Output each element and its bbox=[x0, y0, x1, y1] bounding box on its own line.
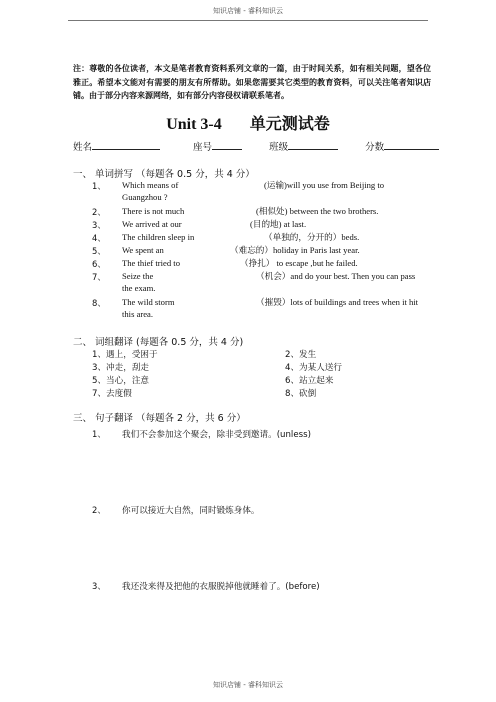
s1-item-text: (目的地) at last. bbox=[250, 219, 307, 229]
s1-item-text: （挣扎） to escape ,but he failed. bbox=[240, 258, 358, 268]
student-info-row bbox=[73, 139, 439, 153]
s1-item-text: the exam. bbox=[122, 283, 156, 293]
s1-item-number: 5、 bbox=[92, 246, 106, 256]
class-label: 班级 bbox=[269, 142, 289, 153]
s2-item: 4、为某人送行 bbox=[285, 363, 343, 373]
s2-item: 2、发生 bbox=[285, 350, 317, 360]
s3-item-text: 我们不会参加这个聚会，除非受到邀请。(unless) bbox=[122, 430, 311, 440]
s1-item-number: 2、 bbox=[92, 207, 106, 217]
score-field[interactable] bbox=[384, 140, 439, 150]
title-unit: Unit 3-4 bbox=[166, 116, 222, 133]
s1-item-text: Seize the bbox=[122, 271, 154, 281]
s1-item-text: The children sleep in bbox=[122, 232, 195, 242]
header-divider bbox=[68, 20, 428, 21]
class-field[interactable] bbox=[288, 140, 338, 150]
section2-heading: 二、 词组翻译 (每题各 0.5 分，共 4 分) bbox=[73, 337, 244, 348]
s2-item: 5、当心，注意 bbox=[92, 376, 150, 386]
section1-heading: 一、 单词拼写 （每题各 0.5 分，共 4 分） bbox=[73, 169, 255, 180]
seat-field[interactable] bbox=[212, 140, 242, 150]
s1-item-text: （机会）and do your best. Then you can pass bbox=[256, 271, 416, 281]
s1-item-text: (相似处) between the two brothers. bbox=[256, 206, 379, 216]
s3-item-number: 1、 bbox=[92, 429, 106, 439]
notice-paragraph: 注：尊敬的各位读者，本文是笔者教育资料系列文章的一篇，由于时间关系，如有相关问题，望各位雅正。希望本文能对有需要的朋友有所帮助。如果您需要其它类型的教育资料，可以关注笔者知识店铺。由于部分内容来源网络，如有部分内容侵权请联系笔者。 bbox=[73, 63, 431, 100]
s1-item-number: 1、 bbox=[92, 181, 106, 191]
s2-item: 7、去度假 bbox=[92, 389, 132, 399]
page-title bbox=[0, 111, 496, 134]
s1-item-text: （难忘的）holiday in Paris last year. bbox=[230, 245, 360, 255]
s2-item: 1、遇上，受困于 bbox=[92, 350, 158, 360]
s3-item-text: 你可以接近大自然，同时锻炼身体。 bbox=[122, 506, 260, 516]
s1-item-number: 7、 bbox=[92, 272, 106, 282]
s1-item-text: this area. bbox=[122, 309, 154, 319]
s2-item: 3、冲走，刮走 bbox=[92, 363, 150, 373]
s1-item-number: 3、 bbox=[92, 220, 106, 230]
name-label: 姓名 bbox=[73, 142, 93, 153]
s3-item-text: 我还没来得及把他的衣服脱掉他就睡着了。(before) bbox=[122, 582, 320, 592]
s1-item-text: The wild storm bbox=[122, 297, 175, 307]
name-field[interactable] bbox=[92, 140, 160, 150]
section3-heading: 三、 句子翻译 （每题各 2 分，共 6 分） bbox=[73, 413, 246, 424]
s3-item-number: 3、 bbox=[92, 581, 106, 591]
page-header: 知识店铺 - 睿科知识云 bbox=[213, 7, 283, 15]
s1-item-text: Guangzhou ? bbox=[122, 192, 168, 202]
s1-item-text: (运输)will you use from Beijing to bbox=[264, 180, 385, 190]
s1-item-number: 4、 bbox=[92, 233, 106, 243]
s1-item-text: （单独的，分开的）beds. bbox=[264, 232, 360, 242]
s1-item-text: The thief tried to bbox=[122, 258, 180, 268]
s1-item-text: We spent an bbox=[122, 245, 164, 255]
s1-item-number: 6、 bbox=[92, 259, 106, 269]
s1-item-text: We arrived at our bbox=[122, 219, 182, 229]
s2-item: 8、砍倒 bbox=[285, 389, 317, 399]
seat-label: 座号 bbox=[193, 142, 213, 153]
s3-item-number: 2、 bbox=[92, 505, 106, 515]
s1-item-number: 8、 bbox=[92, 298, 106, 308]
title-name: 单元测试卷 bbox=[249, 116, 330, 133]
s1-item-text: Which means of bbox=[122, 180, 179, 190]
score-label: 分数 bbox=[365, 142, 385, 153]
s2-item: 6、站立起来 bbox=[285, 376, 334, 386]
page-footer: 知识店铺 - 睿科知识云 bbox=[213, 681, 283, 689]
s1-item-text: （摧毁）lots of buildings and trees when it hit bbox=[256, 297, 419, 307]
s1-item-text: There is not much bbox=[122, 206, 185, 216]
